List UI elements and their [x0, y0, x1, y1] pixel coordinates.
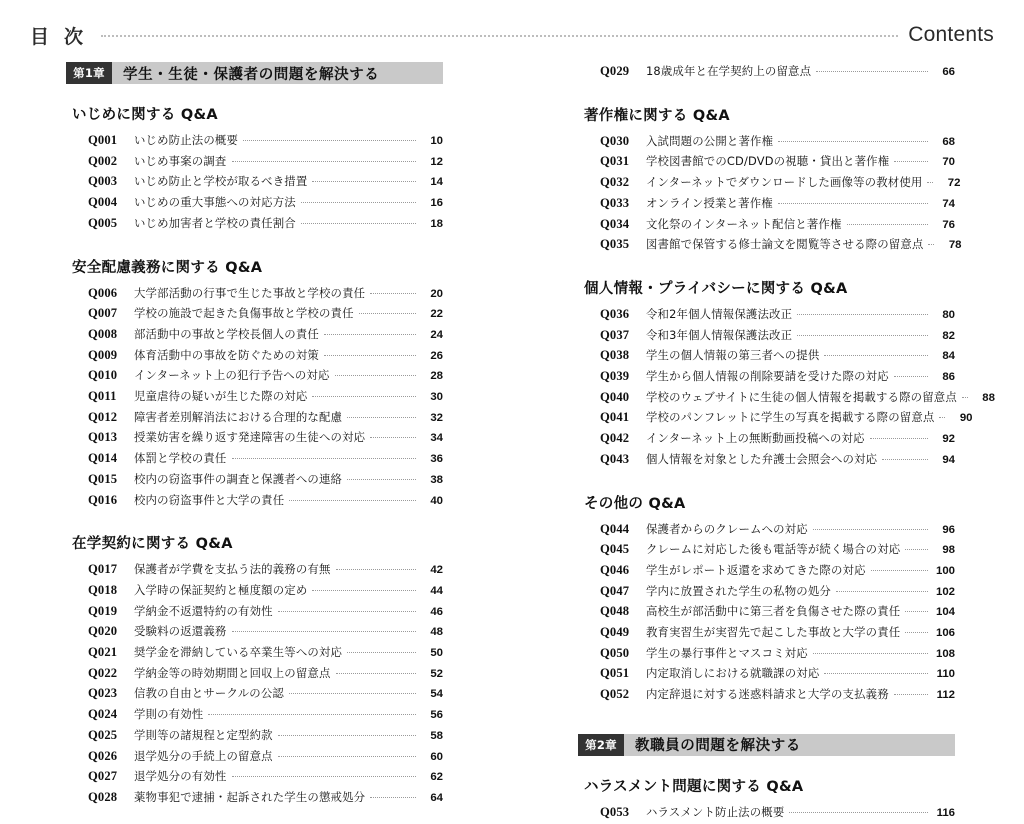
toc-entry-number: Q034 [600, 216, 630, 231]
toc-entry-title: 高校生が部活動中に第三者を負傷させた際の責任 [646, 604, 901, 619]
toc-entry-page-number: 82 [942, 329, 955, 342]
toc-entry-number: Q007 [88, 306, 118, 321]
toc-entry[interactable] [66, 643, 443, 664]
toc-entry-title: 大学部活動の行事で生じた事故と学校の責任 [134, 285, 366, 300]
toc-entry[interactable] [66, 325, 443, 346]
toc-entry-page-number: 26 [430, 349, 443, 362]
toc-entry-number: Q029 [600, 64, 630, 78]
toc-leader-dots [928, 244, 934, 245]
toc-entry-number: Q023 [88, 686, 118, 701]
toc-entry-title: 校内の窃盗事件と大学の責任 [134, 492, 285, 507]
toc-leader-dots [232, 161, 417, 162]
toc-leader-dots [347, 417, 416, 418]
toc-entry[interactable] [66, 284, 443, 305]
toc-entry-page-number: 80 [942, 308, 955, 321]
toc-entry-page-number: 34 [430, 432, 443, 445]
toc-entry[interactable] [578, 132, 955, 153]
toc-entry[interactable] [578, 582, 955, 603]
toc-entry-number: Q049 [600, 625, 630, 640]
toc-entry[interactable] [66, 428, 443, 449]
toc-entry[interactable] [66, 726, 443, 747]
toc-entry[interactable] [66, 560, 443, 581]
toc-column-left [0, 62, 512, 804]
toc-leader-dots [778, 141, 928, 142]
toc-entry-number: Q016 [88, 492, 118, 507]
toc-entry-page-number: 60 [430, 750, 443, 763]
toc-entry[interactable] [578, 388, 995, 409]
toc-entry-title: 退学処分の手続上の留意点 [134, 748, 273, 763]
toc-entry-number: Q053 [600, 804, 630, 819]
toc-entry[interactable] [66, 152, 443, 173]
toc-entry-title: 令和3年個人情報保護法改正 [646, 327, 793, 342]
toc-entry-page-number: 14 [430, 176, 443, 189]
toc-entry[interactable] [578, 194, 955, 215]
toc-entry-title: 退学処分の有効性 [134, 769, 227, 784]
toc-leader-dots [370, 293, 416, 294]
toc-entry-number: Q048 [600, 604, 630, 619]
toc-entry-page-number: 78 [948, 239, 962, 252]
toc-entry[interactable] [578, 215, 955, 236]
section-heading: 著作権に関する Q&A [584, 107, 730, 124]
toc-entry-number: Q035 [600, 237, 630, 252]
toc-entry[interactable] [66, 684, 443, 705]
toc-entry-page-number: 86 [942, 371, 955, 384]
toc-entry-page-number: 28 [430, 370, 443, 383]
toc-leader-dots [347, 652, 416, 653]
toc-leader-dots [278, 756, 416, 757]
toc-entry-number: Q026 [88, 748, 118, 763]
toc-entry-title: いじめ防止法の概要 [134, 133, 239, 147]
section-heading: その他の Q&A [584, 495, 686, 512]
toc-entry[interactable] [66, 387, 443, 408]
toc-leader-dots [312, 396, 416, 397]
toc-entry-title: クレームに対応した後も電話等が続く場合の対応 [646, 542, 901, 557]
toc-entry-page-number: 74 [942, 197, 955, 210]
chapter-title: 教職員の問題を解決する [635, 738, 801, 755]
toc-leader-dots [335, 375, 416, 376]
toc-entry-number: Q022 [88, 665, 118, 680]
toc-entry-number: Q019 [88, 603, 118, 618]
toc-entry-number: Q025 [88, 727, 118, 742]
toc-entry-number: Q010 [88, 368, 118, 383]
toc-leader-dots [324, 355, 416, 356]
toc-entry[interactable] [66, 172, 443, 193]
section-heading: 個人情報・プライバシーに関する Q&A [584, 280, 848, 297]
toc-entry-title: 信教の自由とサークルの公認 [134, 686, 284, 701]
toc-leader-dots [278, 611, 416, 612]
toc-entry-page-number: 102 [935, 585, 955, 598]
toc-leader-dots [289, 693, 416, 694]
toc-entry-page-number: 92 [942, 433, 955, 446]
toc-entry[interactable] [578, 561, 955, 582]
toc-entry-number: Q032 [600, 175, 630, 190]
toc-entry[interactable] [66, 788, 443, 809]
toc-entry-title: 学内に放置された学生の私物の処分 [646, 583, 831, 598]
toc-entry-number: Q033 [600, 195, 630, 210]
toc-entry-title: いじめ事案の調査 [134, 153, 227, 168]
toc-leader-dots [347, 479, 416, 480]
toc-entry-page-number: 112 [936, 689, 955, 702]
toc-entry[interactable] [578, 623, 955, 644]
toc-entry-title: 学校のパンフレットに学生の写真を掲載する際の留意点 [646, 410, 935, 425]
toc-entry-number: Q037 [600, 327, 630, 342]
toc-entry-number: Q002 [88, 153, 118, 168]
toc-entry-page-number: 10 [430, 135, 443, 147]
toc-entry-title: 児童虐待の疑いが生じた際の対応 [134, 389, 308, 404]
toc-entry[interactable] [66, 581, 443, 602]
toc-entry[interactable] [578, 803, 955, 824]
toc-entry[interactable] [578, 408, 973, 429]
toc-entry-number: Q050 [600, 645, 630, 660]
toc-entry-title: 学生の個人情報の第三者への提供 [646, 348, 820, 363]
toc-leader-dots [359, 313, 416, 314]
toc-entry-number: Q021 [88, 645, 118, 660]
toc-entry[interactable] [578, 520, 955, 541]
toc-entry-page-number: 42 [430, 564, 443, 577]
section-heading: いじめに関する Q&A [72, 107, 218, 123]
toc-entry-title: インターネット上の犯行予告への対応 [134, 368, 330, 383]
toc-entry-number: Q052 [600, 687, 630, 702]
toc-entry[interactable] [66, 664, 443, 685]
toc-entry-title: 障害者差別解消法における合理的な配慮 [134, 409, 343, 424]
toc-entry-page-number: 70 [942, 156, 955, 169]
toc-entry[interactable] [578, 450, 955, 471]
chapter-banner [578, 734, 955, 756]
page-title-jp: 目 次 [30, 25, 88, 48]
toc-leader-dots [871, 570, 928, 571]
toc-entry[interactable] [66, 747, 443, 768]
toc-entry-number: Q004 [88, 195, 118, 210]
toc-entry-page-number: 108 [935, 647, 955, 660]
toc-entry-number: Q047 [600, 583, 630, 598]
toc-leader-dots [778, 203, 928, 204]
toc-entry-page-number: 22 [430, 308, 443, 321]
toc-entry[interactable] [578, 664, 955, 685]
toc-entry-page-number: 96 [942, 523, 955, 536]
toc-entry-page-number: 46 [430, 605, 443, 618]
toc-entry-number: Q005 [88, 215, 118, 230]
toc-leader-dots [301, 223, 416, 224]
toc-entry[interactable] [578, 152, 955, 173]
running-head-rule [101, 35, 898, 37]
toc-leader-dots [232, 776, 417, 777]
toc-entry[interactable] [66, 602, 443, 623]
toc-entry[interactable] [578, 62, 955, 83]
section-heading: ハラスメント問題に関する Q&A [584, 778, 804, 795]
toc-leader-dots [243, 140, 416, 141]
toc-entry-title: 保護者からのクレームへの対応 [646, 521, 808, 536]
toc-leader-dots [789, 812, 928, 813]
toc-entry-number: Q012 [88, 409, 118, 424]
toc-entry-title: インターネットでダウンロードした画像等の教材使用 [646, 175, 923, 190]
toc-leader-dots [813, 529, 928, 530]
toc-leader-dots [847, 224, 928, 225]
toc-entry-title: 学納金不返還特約の有効性 [134, 603, 273, 618]
toc-columns [0, 62, 1024, 819]
toc-entry-number: Q030 [600, 133, 630, 148]
toc-entry-number: Q038 [600, 348, 630, 363]
toc-entry-number: Q009 [88, 347, 118, 362]
toc-entry[interactable] [66, 622, 443, 643]
toc-entry-title: 保護者が学費を支払う法的義務の有無 [134, 562, 331, 577]
toc-entry-number: Q043 [600, 451, 630, 466]
toc-entry-number: Q045 [600, 542, 630, 557]
chapter-title: 学生・生徒・保護者の問題を解決する [123, 66, 380, 83]
toc-leader-dots [289, 500, 416, 501]
toc-entry[interactable] [578, 602, 955, 623]
toc-leader-dots [813, 653, 928, 654]
toc-entry[interactable] [578, 685, 955, 706]
toc-entry-number: Q020 [88, 624, 118, 639]
toc-leader-dots [905, 611, 928, 612]
toc-entry[interactable] [66, 346, 443, 367]
toc-entry-number: Q024 [88, 707, 118, 722]
toc-entry[interactable] [578, 173, 961, 194]
toc-entry-page-number: 72 [947, 177, 961, 190]
toc-entry-number: Q006 [88, 285, 118, 300]
toc-leader-dots [894, 376, 928, 377]
toc-entry-page-number: 90 [959, 412, 973, 425]
running-head [30, 20, 994, 50]
page-title-en: Contents [908, 23, 994, 46]
toc-entry-title: 内定辞退に対する迷惑料請求と大学の支払義務 [646, 687, 889, 702]
toc-entry-title: 受験料の返還義務 [134, 624, 227, 639]
toc-entry-title: 授業妨害を繰り返す発達障害の生徒への対応 [134, 430, 366, 445]
toc-leader-dots [208, 714, 416, 715]
toc-leader-dots [824, 355, 928, 356]
toc-entry-title: 教育実習生が実習先で起こした事故と大学の責任 [646, 625, 901, 640]
toc-entry-page-number: 76 [942, 218, 955, 231]
toc-entry-title: 文化祭のインターネット配信と著作権 [646, 216, 842, 231]
toc-entry-number: Q014 [88, 451, 118, 466]
toc-entry-page-number: 48 [430, 626, 443, 639]
chapter-number-tag: 第2章 [578, 734, 624, 756]
toc-entry[interactable] [66, 193, 443, 214]
toc-entry[interactable] [578, 644, 955, 665]
toc-entry-title: 奨学金を滞納している卒業生等への対応 [134, 645, 343, 660]
toc-entry-number: Q039 [600, 369, 630, 384]
toc-entry[interactable] [66, 408, 443, 429]
toc-entry-page-number: 116 [936, 806, 955, 819]
toc-entry-number: Q044 [600, 521, 630, 536]
toc-entry-title: 学納金等の時効期間と回収上の留意点 [134, 665, 331, 680]
toc-leader-dots [894, 694, 928, 695]
toc-entry-page-number: 68 [942, 135, 955, 148]
toc-entry-number: Q027 [88, 769, 118, 784]
toc-entry-page-number: 62 [430, 771, 443, 784]
toc-leader-dots [797, 335, 928, 336]
toc-entry-number: Q042 [600, 431, 630, 446]
toc-entry-page-number: 52 [430, 667, 443, 680]
toc-entry-page-number: 64 [430, 791, 443, 804]
toc-leader-dots [882, 459, 928, 460]
toc-entry[interactable] [578, 429, 955, 450]
toc-entry-title: 学則等の諸規程と定型約款 [134, 727, 273, 742]
section-heading: 在学契約に関する Q&A [72, 536, 233, 553]
toc-entry-title: 入試問題の公開と著作権 [646, 133, 774, 148]
toc-entry-page-number: 32 [430, 411, 443, 424]
toc-entry-title: 学生がレポート返還を求めてきた際の対応 [646, 562, 866, 577]
toc-leader-dots [962, 397, 968, 398]
toc-leader-dots [905, 632, 928, 633]
toc-entry-page-number: 40 [430, 494, 443, 507]
toc-leader-dots [894, 161, 928, 162]
toc-entry-title: いじめ加害者と学校の責任割合 [134, 215, 296, 230]
toc-column-right [512, 62, 1024, 819]
toc-entry-title: ハラスメント防止法の概要 [646, 804, 785, 819]
toc-entry-title: 個人情報を対象とした弁護士会照会への対応 [646, 451, 878, 466]
toc-entry-title: 体育活動中の事故を防ぐための対策 [134, 347, 319, 362]
toc-entry[interactable] [578, 326, 955, 347]
toc-entry-title: 図書館で保管する修士論文を閲覧等させる際の留意点 [646, 237, 924, 252]
toc-entry-page-number: 50 [430, 647, 443, 660]
toc-entry-number: Q040 [600, 389, 630, 404]
toc-entry-title: 学則の有効性 [134, 707, 204, 722]
toc-leader-dots [870, 438, 928, 439]
toc-entry[interactable] [66, 470, 443, 491]
toc-entry[interactable] [66, 131, 443, 152]
toc-entry-title: 部活動中の事故と学校長個人の責任 [134, 326, 319, 341]
chapter-banner [66, 62, 443, 84]
toc-leader-dots [370, 797, 416, 798]
toc-entry-title: 学校図書館でのCD/DVDの視聴・貸出と著作権 [646, 154, 890, 169]
toc-entry-page-number: 58 [430, 729, 443, 742]
toc-entry[interactable] [66, 214, 443, 235]
toc-entry-page-number: 88 [982, 391, 995, 404]
toc-entry[interactable] [578, 235, 962, 256]
toc-entry-page-number: 100 [935, 564, 955, 577]
toc-leader-dots [232, 458, 417, 459]
toc-entry[interactable] [578, 305, 955, 326]
toc-entry-title: 薬物事犯で逮捕・起訴された学生の懲戒処分 [134, 789, 366, 804]
toc-leader-dots [312, 590, 416, 591]
toc-entry[interactable] [66, 304, 443, 325]
toc-leader-dots [836, 591, 928, 592]
toc-entry-number: Q041 [600, 410, 630, 425]
toc-entry-page-number: 44 [430, 584, 443, 597]
toc-entry-number: Q028 [88, 789, 118, 804]
toc-leader-dots [232, 631, 417, 632]
toc-leader-dots [797, 314, 928, 315]
toc-entry[interactable] [66, 366, 443, 387]
toc-entry[interactable] [66, 491, 443, 512]
toc-entry-title: インターネット上の無断動画投稿への対応 [646, 431, 865, 446]
toc-leader-dots [905, 549, 928, 550]
toc-entry-number: Q013 [88, 430, 118, 445]
toc-entry-page-number: 106 [935, 627, 955, 640]
toc-leader-dots [816, 71, 928, 72]
toc-entry-page-number: 66 [942, 66, 955, 78]
toc-entry-page-number: 12 [430, 155, 443, 168]
toc-entry[interactable] [66, 705, 443, 726]
toc-entry-title: 学生の暴行事件とマスコミ対応 [646, 645, 808, 660]
toc-entry-number: Q036 [600, 306, 630, 321]
toc-entry-number: Q015 [88, 471, 118, 486]
toc-entry[interactable] [66, 449, 443, 470]
toc-entry-page-number: 56 [430, 709, 443, 722]
chapter-number-tag: 第1章 [66, 62, 112, 84]
toc-entry-title: いじめ防止と学校が取るべき措置 [134, 174, 308, 189]
toc-leader-dots [824, 673, 928, 674]
toc-leader-dots [324, 334, 416, 335]
toc-entry-page-number: 24 [430, 328, 443, 341]
toc-entry-page-number: 84 [942, 350, 955, 363]
toc-entry-page-number: 18 [430, 217, 443, 230]
toc-leader-dots [939, 417, 945, 418]
toc-entry-page-number: 36 [430, 453, 443, 466]
toc-leader-dots [336, 673, 416, 674]
toc-entry-page-number: 30 [430, 391, 443, 404]
toc-entry-number: Q017 [88, 562, 118, 577]
toc-entry-title: 学校の施設で起きた負傷事故と学校の責任 [134, 306, 354, 321]
toc-entry-title: 校内の窃盗事件の調査と保護者への連絡 [134, 471, 343, 486]
toc-entry-title: 学生から個人情報の削除要請を受けた際の対応 [646, 369, 889, 384]
section-heading: 安全配慮義務に関する Q&A [72, 259, 263, 276]
toc-entry-number: Q018 [88, 582, 118, 597]
toc-leader-dots [278, 735, 416, 736]
toc-entry-title: 令和2年個人情報保護法改正 [646, 306, 793, 321]
toc-entry-title: いじめの重大事態への対応方法 [134, 195, 296, 210]
toc-entry-page-number: 54 [430, 688, 443, 701]
toc-entry-title: 体罰と学校の責任 [134, 451, 227, 466]
toc-leader-dots [927, 182, 933, 183]
toc-entry-page-number: 16 [430, 197, 443, 210]
toc-entry[interactable] [578, 367, 955, 388]
toc-leader-dots [370, 437, 416, 438]
toc-entry[interactable] [578, 540, 955, 561]
toc-entry-title: 入学時の保証契約と極度額の定め [134, 582, 308, 597]
toc-entry-title: 18歳成年と在学契約上の留意点 [646, 64, 812, 78]
toc-entry-page-number: 20 [430, 287, 443, 300]
toc-entry-page-number: 110 [936, 668, 955, 681]
toc-entry-title: 学校のウェブサイトに生徒の個人情報を掲載する際の留意点 [646, 389, 957, 404]
toc-entry-number: Q011 [88, 389, 117, 404]
toc-entry-number: Q001 [88, 133, 118, 147]
toc-entry[interactable] [578, 346, 955, 367]
toc-entry-number: Q008 [88, 326, 118, 341]
toc-entry-number: Q031 [600, 154, 630, 169]
toc-entry-page-number: 38 [430, 473, 443, 486]
toc-entry-number: Q046 [600, 562, 630, 577]
toc-entry-page-number: 94 [942, 453, 955, 466]
toc-entry-number: Q003 [88, 174, 118, 189]
toc-leader-dots [312, 181, 416, 182]
toc-entry-number: Q051 [600, 666, 630, 681]
toc-leader-dots [336, 569, 416, 570]
toc-entry[interactable] [66, 767, 443, 788]
toc-entry-page-number: 98 [942, 544, 955, 557]
toc-entry-page-number: 104 [935, 606, 955, 619]
toc-entry-title: 内定取消しにおける就職課の対応 [646, 666, 820, 681]
toc-leader-dots [301, 202, 416, 203]
toc-entry-title: オンライン授業と著作権 [646, 195, 773, 210]
